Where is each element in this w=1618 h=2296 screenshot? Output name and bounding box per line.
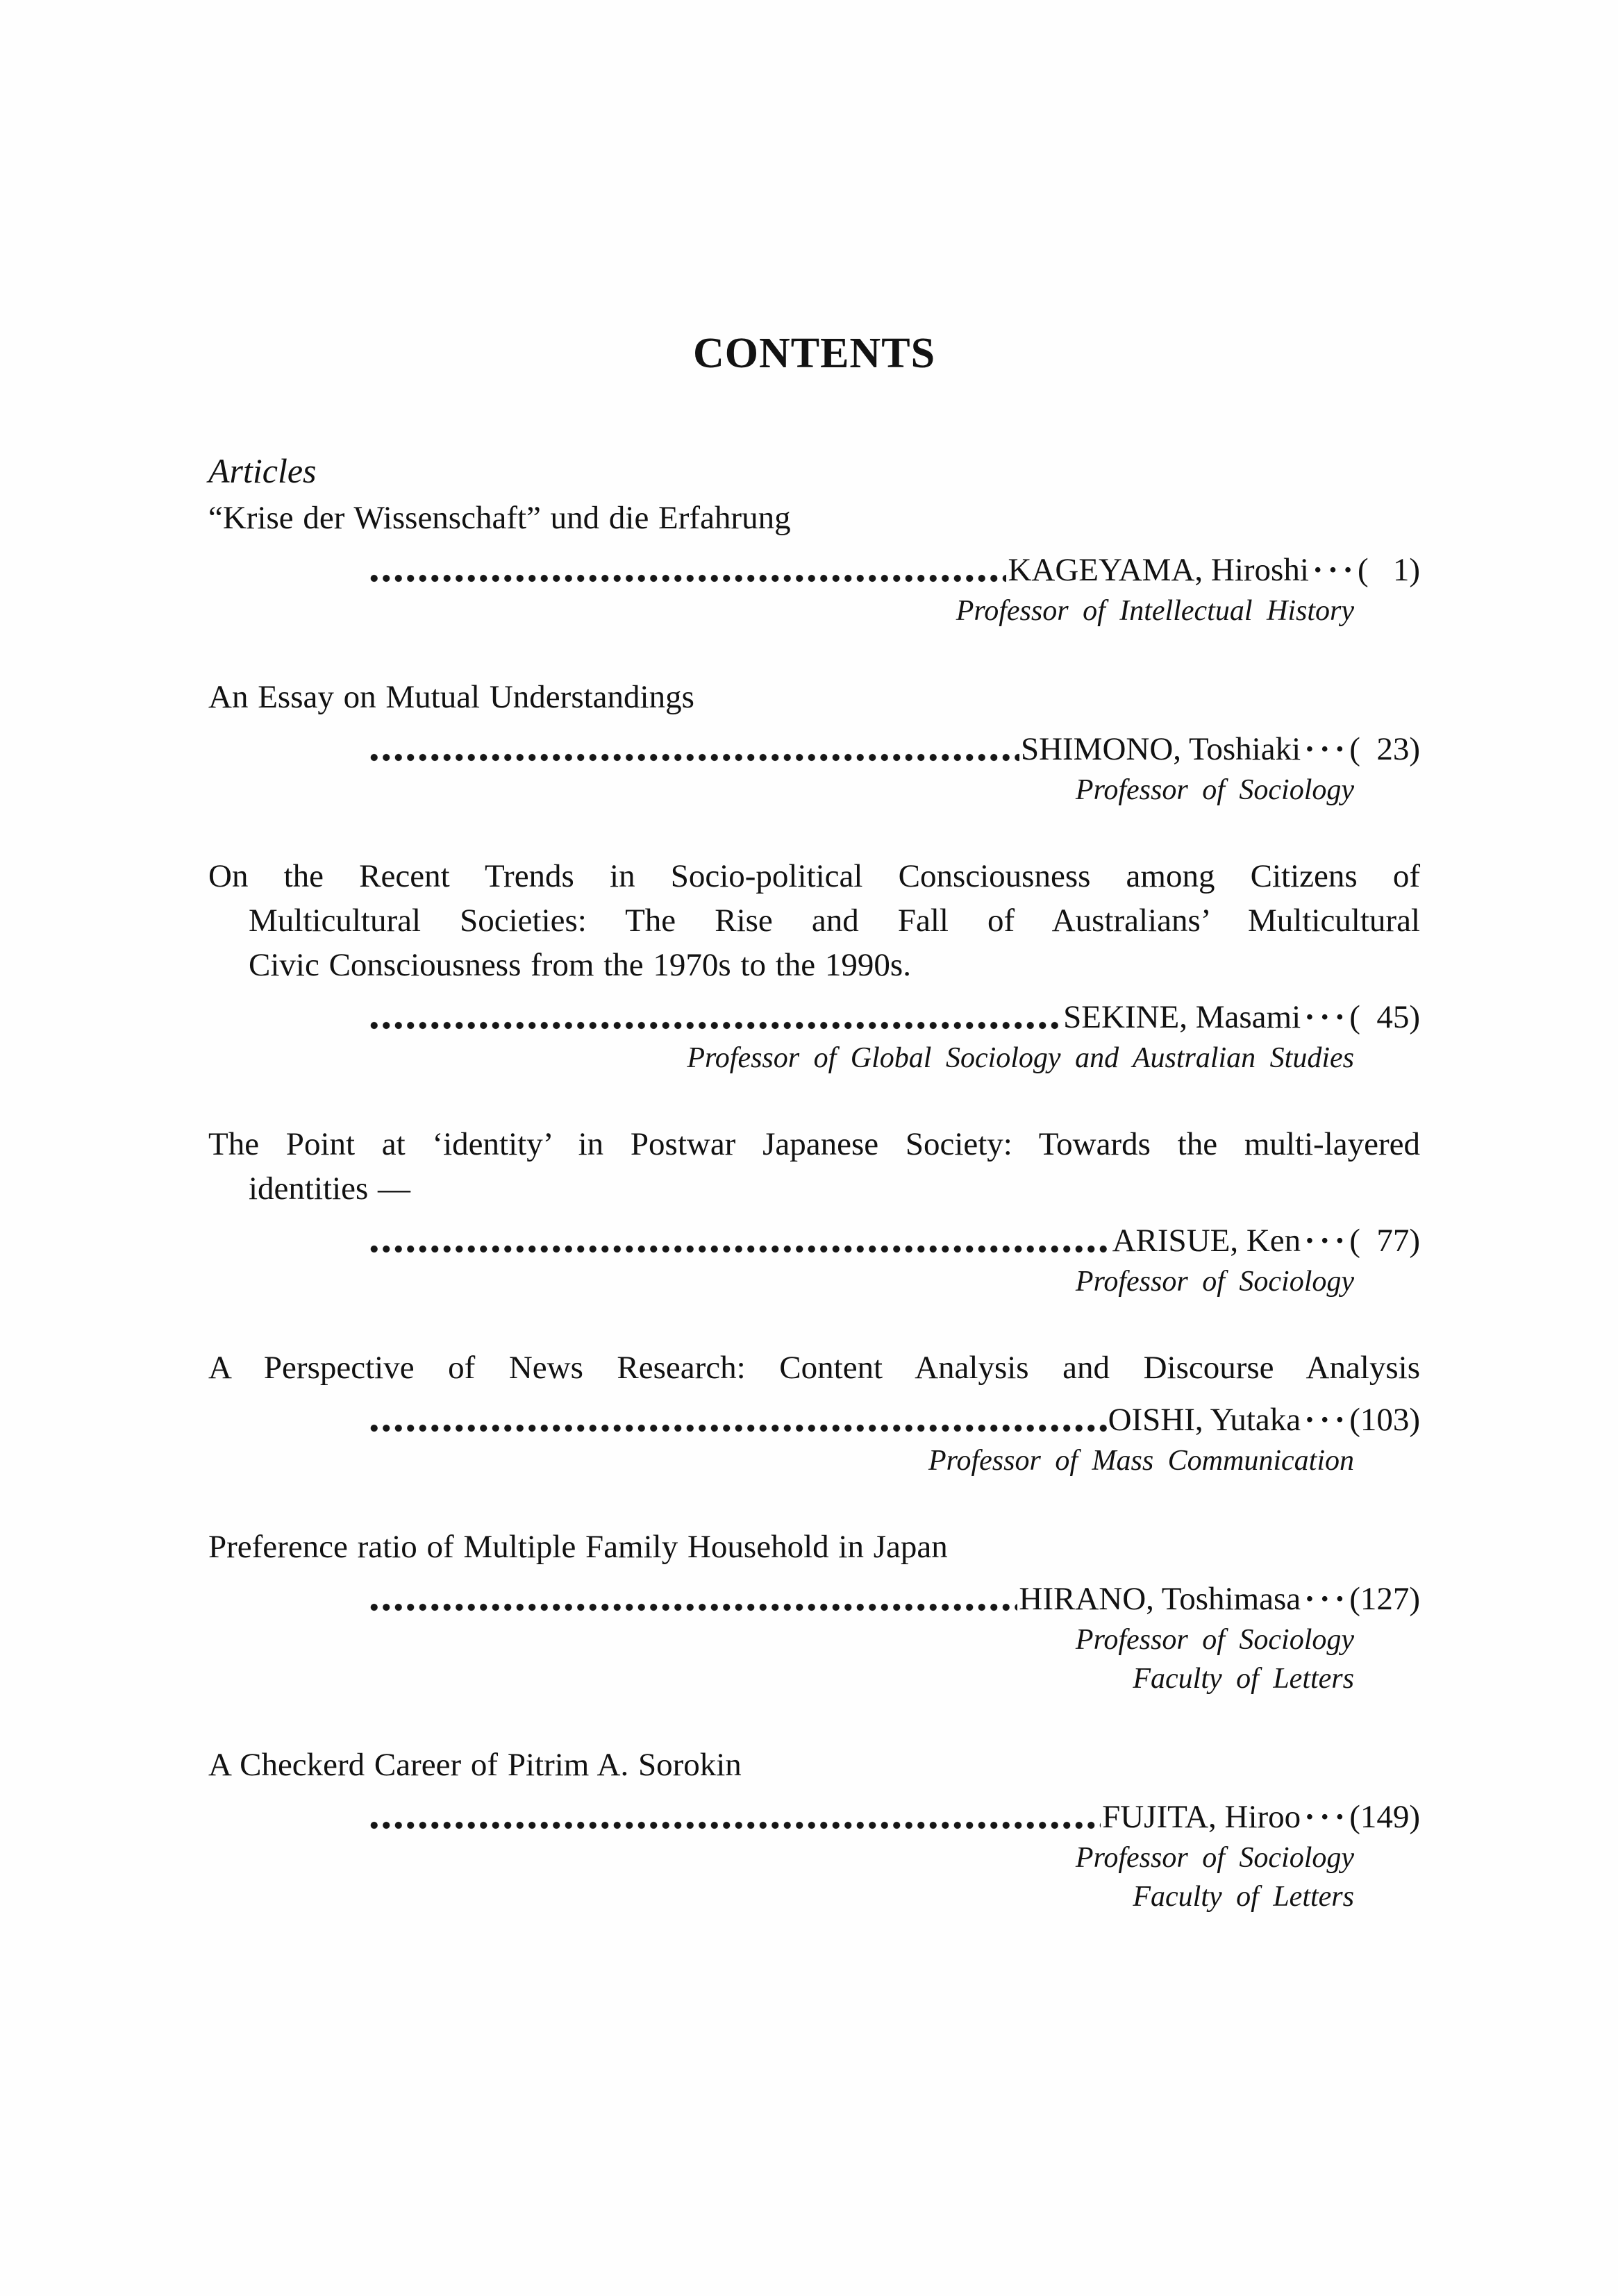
affiliation-line: Professor of Sociology [1075, 1842, 1354, 1874]
affiliation-line: Professor of Mass Communication [928, 1445, 1354, 1477]
dotted-leader [368, 1245, 1111, 1253]
page-number: ( 23) [1349, 731, 1420, 767]
title-line: A Perspective of News Research: Content Analysis and Discourse Analysis [208, 1350, 1420, 1386]
toc-entry [208, 1525, 1420, 1698]
title-line: On the Recent Trends in Socio-political Consciousness among Citizens of [208, 858, 1420, 894]
article-title [208, 1743, 1420, 1787]
page-number: ( 77) [1349, 1223, 1420, 1259]
dotted-leader [368, 1424, 1107, 1432]
dotted-leader [368, 753, 1019, 762]
page-number: (127) [1349, 1581, 1420, 1617]
title-line: Civic Consciousness from the 1970s to the 1990s. [249, 947, 911, 983]
author-affiliation [208, 771, 1420, 810]
title-line: Preference ratio of Multiple Family Household in Japan [208, 1529, 948, 1565]
toc-entry [208, 1743, 1420, 1916]
title-line: The Point at ‘identity’ in Postwar Japanese Society: Towards the multi-layered [208, 1126, 1420, 1162]
author-line [208, 548, 1420, 592]
article-title [208, 1346, 1420, 1390]
author-name: SHIMONO, Toshiaki [1020, 731, 1301, 767]
section-label-articles: Articles [208, 451, 317, 490]
dotted-leader [368, 1603, 1017, 1611]
author-affiliation [208, 1441, 1420, 1480]
ellipsis-dots: ··· [1304, 1223, 1350, 1259]
author-name: KAGEYAMA, Hiroshi [1008, 552, 1309, 588]
toc-entry [208, 675, 1420, 810]
article-title [208, 675, 1420, 719]
author-affiliation [208, 1262, 1420, 1301]
dotted-leader [368, 574, 1006, 583]
toc-entry [208, 1346, 1420, 1480]
page-number: ( 1) [1357, 552, 1420, 588]
toc-entry [208, 1122, 1420, 1301]
ellipsis-dots: ··· [1304, 1402, 1350, 1438]
title-line: Multicultural Societies: The Rise and Fall of Australians’ Multicultural [249, 903, 1420, 939]
affiliation-line: Faculty of Letters [1133, 1663, 1354, 1695]
author-name: FUJITA, Hiroo [1102, 1799, 1301, 1835]
title-line: identities — [249, 1171, 411, 1207]
page-number: ( 45) [1349, 999, 1420, 1035]
article-title [208, 1122, 1420, 1211]
author-name: SEKINE, Masami [1063, 999, 1301, 1035]
author-line [208, 996, 1420, 1039]
page-title: CONTENTS [692, 330, 936, 377]
affiliation-line: Professor of Global Sociology and Australian Studies [687, 1042, 1354, 1074]
title-line: An Essay on Mutual Understandings [208, 679, 694, 715]
author-line [208, 1795, 1420, 1838]
page-content [208, 332, 1420, 1916]
author-line [208, 1577, 1420, 1620]
article-title [208, 854, 1420, 987]
article-title [208, 1525, 1420, 1569]
toc-entry [208, 496, 1420, 630]
author-line [208, 1398, 1420, 1441]
author-name: ARISUE, Ken [1112, 1223, 1301, 1259]
ellipsis-dots: ··· [1304, 1581, 1350, 1617]
affiliation-line: Professor of Intellectual History [956, 595, 1354, 627]
author-name: OISHI, Yutaka [1108, 1402, 1301, 1438]
affiliation-line: Faculty of Letters [1133, 1881, 1354, 1913]
author-affiliation [208, 1838, 1420, 1916]
toc-entries [208, 496, 1420, 1916]
affiliation-line: Professor of Sociology [1075, 1266, 1354, 1298]
title-line: A Checkerd Career of Pitrim A. Sorokin [208, 1747, 742, 1783]
author-affiliation [208, 1039, 1420, 1078]
ellipsis-dots: ··· [1312, 552, 1358, 588]
affiliation-line: Professor of Sociology [1075, 1624, 1354, 1656]
dotted-leader [368, 1821, 1101, 1829]
toc-entry [208, 854, 1420, 1078]
ellipsis-dots: ··· [1304, 1799, 1350, 1835]
title-line: “Krise der Wissenschaft” und die Erfahrung [208, 500, 791, 536]
ellipsis-dots: ··· [1304, 999, 1350, 1035]
author-affiliation [208, 1620, 1420, 1698]
page-number: (149) [1349, 1799, 1420, 1835]
page-number: (103) [1349, 1402, 1420, 1438]
ellipsis-dots: ··· [1304, 731, 1350, 767]
author-name: HIRANO, Toshimasa [1019, 1581, 1301, 1617]
author-line [208, 1219, 1420, 1262]
article-title [208, 496, 1420, 540]
author-line [208, 728, 1420, 771]
author-affiliation [208, 592, 1420, 630]
dotted-leader [368, 1021, 1062, 1030]
affiliation-line: Professor of Sociology [1075, 774, 1354, 806]
